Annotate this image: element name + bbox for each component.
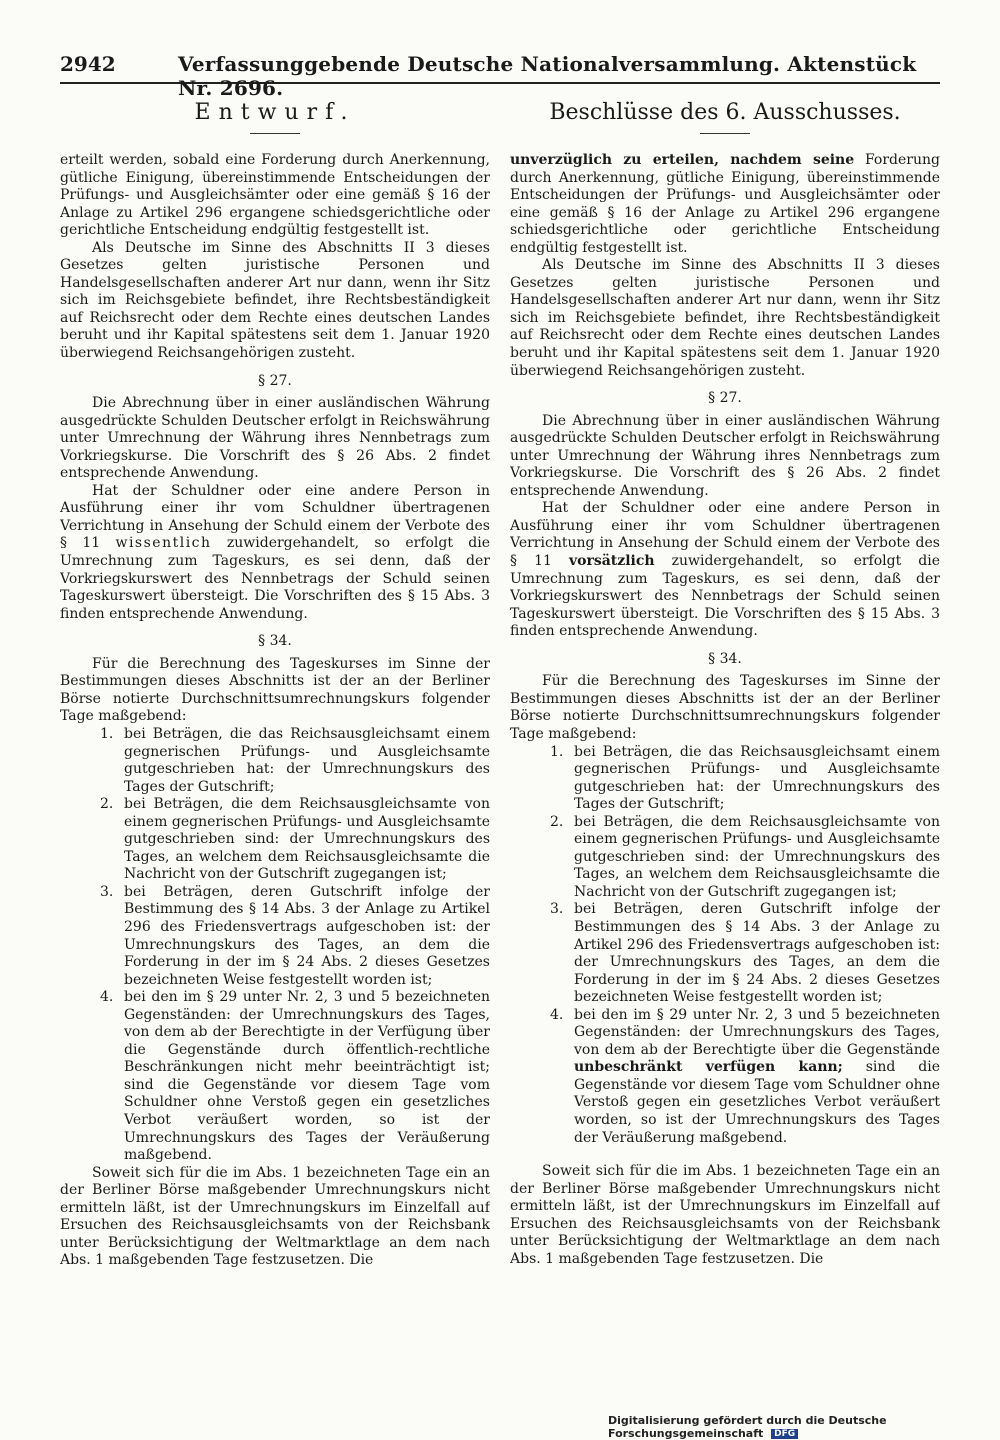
- left-heading-rule: [250, 133, 300, 134]
- list-text: bei den im § 29 unter Nr. 2, 3 und 5 bezeichneten Gegenständen: der Umrechnungskurs des Tages, von dem ab der Berechtigte über die Gegenstände: [574, 1006, 940, 1058]
- list-item: [510, 1007, 940, 1147]
- page-header: [60, 50, 940, 100]
- right-heading-rule: [700, 133, 750, 134]
- paragraph: erteilt werden, sobald eine Forderung durch Anerkennung, gütliche Einigung, übereinstimmende Entscheidungen der Prüfungs- und Ausgleichsämter oder eine gemäß § 16 der Anlage zu Artikel 296 ergangene schiedsgerichtliche oder gerichtliche Entscheidung endgültig festgestellt ist.: [60, 152, 490, 239]
- emphasis-unverzueglich: unverzüglich zu erteilen, nachdem seine: [510, 152, 855, 168]
- paragraph: Soweit sich für die im Abs. 1 bezeichneten Tage ein an der Berliner Börse maßgebender Umrechnungskurs nicht ermitteln läßt, ist der Umrechnungskurs im Einzelfall auf Ersuchen des Reichsausgleichsamts von der Reichsbank unter Berücksichtigung der Weltmarktlage an dem nach Abs. 1 maßgebenden Tage festzusetzen. Die: [510, 1163, 940, 1267]
- list-text: bei den im § 29 unter Nr. 2, 3 und 5 bezeichneten Gegenständen: der Umrechnungskurs des Tages, von dem ab der Berechtigte in der Verfügung über die Gegenstände durch öffentlich-rechtliche Beschränkungen nicht mehr beeinträchtigt ist; sind die Gegenstände vor diesem Tage vom Schuldner ohne Verstoß gegen ein gesetzliches Verbot veräußert worden, so ist der Umrechnungskurs des Tages der Veräußerung maßgebend.: [124, 989, 490, 1164]
- paragraph: [60, 483, 490, 623]
- section-heading-27: § 27.: [708, 390, 742, 407]
- text-span: Hat der Schuldner oder eine andere Person in Ausführung einer ihr vom Schuldner übertragenen Verrichtung in Ansehung der Schuld einem der Verbote des § 11: [60, 482, 490, 552]
- list-number: 4.: [100, 989, 114, 1006]
- section-heading-34: § 34.: [258, 633, 292, 650]
- emphasis-unbeschraenkt: unbeschränkt verfügen kann;: [574, 1059, 843, 1076]
- list-number: 2.: [550, 813, 564, 830]
- left-column-heading: Entwurf.: [194, 100, 356, 125]
- paragraph: Die Abrechnung über in einer ausländischen Währung ausgedrückte Schulden Deutscher erfolgt in Reichswährung unter Umrechnung der Währung ihres Nennbetrags zum Vorkriegskurse. Die Vorschrift des § 26 Abs. 2 findet entsprechende Anwendung.: [60, 395, 490, 482]
- right-column-heading: Beschlüsse des 6. Ausschusses.: [549, 100, 901, 125]
- text-span: zuwidergehandelt, so erfolgt die Umrechnung zum Tageskurs, es sei denn, daß der Vorkriegskurswert des Nennbetrags der Schuld seinen Tageskurswert übersteigt. Die Vorschriften des § 15 Abs. 3 finden entsprechende Anwendung.: [60, 535, 490, 622]
- emphasis-vorsaetzlich: vorsätzlich: [568, 553, 655, 570]
- list-item: [510, 901, 940, 1006]
- list-item: [60, 989, 490, 1164]
- list-text: bei Beträgen, die das Reichsausgleichsamt einem gegnerischen Prüfungs- und Ausgleichsamte gutgeschrieben hat: der Umrechnungskurs des Tages der Gutschrift;: [124, 725, 490, 795]
- list-item: [510, 814, 940, 902]
- numbered-list: [510, 744, 940, 1148]
- list-item: [510, 744, 940, 814]
- list-number: 2.: [100, 796, 114, 813]
- right-column: [510, 152, 940, 1342]
- left-column: [60, 152, 490, 1342]
- section-heading-34: § 34.: [708, 650, 742, 667]
- list-number: 1.: [100, 725, 114, 742]
- page-title: Verfassunggebende Deutsche Nationalversammlung. Aktenstück Nr. 2696.: [178, 52, 917, 100]
- footer-text: Digitalisierung gefördert durch die Deutsche Forschungsgemeinschaft: [608, 1414, 887, 1440]
- paragraph: Für die Berechnung des Tageskurses im Sinne der Bestimmungen dieses Abschnitts ist der an der Berliner Börse notierte Durchschnittsumrechnungskurs folgender Tage maßgebend:: [510, 673, 940, 742]
- list-item: [60, 726, 490, 796]
- digitization-footer: [608, 1414, 1000, 1440]
- list-item: [60, 884, 490, 989]
- list-number: 3.: [100, 883, 114, 900]
- section-heading-27: § 27.: [258, 372, 292, 389]
- list-text: bei Beträgen, die dem Reichsausgleichsamte von einem gegnerischen Prüfungs- und Ausgleichsamte gutgeschrieben sind: der Umrechnungskurs des Tages, an welchem dem Reichsausgleichsamte die Nachricht von der Gutschrift zugegangen ist;: [574, 813, 940, 900]
- list-text: bei Beträgen, deren Gutschrift infolge der Bestimmung des § 14 Abs. 3 der Anlage zu Artikel 296 des Friedensvertrags aufgeschoben ist: der Umrechnungskurs des Tages, an dem die Forderung in der im § 24 Abs. 2 dieses Gesetzes bezeichneten Weise festgestellt worden ist;: [124, 883, 490, 988]
- dfg-logo: DFG: [771, 1429, 798, 1439]
- list-number: 1.: [550, 743, 564, 760]
- paragraph: Für die Berechnung des Tageskurses im Sinne der Bestimmungen dieses Abschnitts ist der an der Berliner Börse notierte Durchschnittsumrechnungskurs folgender Tage maßgebend:: [60, 655, 490, 725]
- list-number: 4.: [550, 1006, 564, 1023]
- paragraph: Als Deutsche im Sinne des Abschnitts II 3 dieses Gesetzes gelten juristische Personen und Handelsgesellschaften anderer Art nur dann, wenn ihr Sitz sich im Reichsgebiete befindet, ihre Rechtsbeständigkeit auf Reichsrecht oder dem Rechte eines deutschen Landes beruht und ihr Kapital spätestens seit dem 1. Januar 1920 überwiegend Reichsangehörigen zusteht.: [510, 257, 940, 379]
- spacer: [510, 1147, 940, 1163]
- list-text: sind die Gegenstände vor diesem Tage vom Schuldner ohne Verstoß gegen ein gesetzliches Verbot veräußert worden, so ist der Umrechnungskurs des Tages der Veräußerung maßgebend.: [574, 1059, 940, 1146]
- list-item: [60, 796, 490, 884]
- emphasis-wissentlich: wissentlich: [115, 535, 212, 552]
- numbered-list: [60, 726, 490, 1165]
- list-text: bei Beträgen, die das Reichsausgleichsamt einem gegnerischen Prüfungs- und Ausgleichsamte gutgeschrieben hat: der Umrechnungskurs des Tages der Gutschrift;: [574, 743, 940, 813]
- paragraph: [510, 500, 940, 640]
- list-text: bei Beträgen, deren Gutschrift infolge der Bestimmungen des § 14 Abs. 3 der Anlage zu Artikel 296 des Friedensvertrags aufgeschoben ist: der Umrechnungskurs des Tages, an dem die Forderung in der im § 24 Abs. 2 dieses Gesetzes bezeichneten Weise festgestellt worden ist;: [574, 901, 940, 1006]
- paragraph: Die Abrechnung über in einer ausländischen Währung ausgedrückte Schulden Deutscher erfolgt in Reichswährung unter Umrechnung der Währung ihres Nennbetrags zum Vorkriegskurse. Die Vorschrift des § 26 Abs. 2 findet entsprechende Anwendung.: [510, 412, 940, 499]
- list-text: bei Beträgen, die dem Reichsausgleichsamte von einem gegnerischen Prüfungs- und Ausgleichsamte gutgeschrieben sind: der Umrechnungskurs des Tages, an welchem dem Reichsausgleichsamte die Nachricht von der Gutschrift zugegangen ist;: [124, 796, 490, 883]
- text-span: Forderung durch Anerkennung, gütliche Einigung, übereinstimmende Entscheidungen der Prüfungs- und Ausgleichsämter oder eine gemäß § 16 der Anlage zu Artikel 296 ergangene schiedsgerichtliche oder gerichtliche Entscheidung endgültig festgestellt ist.: [510, 152, 940, 256]
- paragraph: Soweit sich für die im Abs. 1 bezeichneten Tage ein an der Berliner Börse maßgebender Umrechnungskurs nicht ermitteln läßt, ist der Umrechnungskurs im Einzelfall auf Ersuchen des Reichsausgleichsamts von der Reichsbank unter Berücksichtigung der Weltmarktlage an dem nach Abs. 1 maßgebenden Tage festzusetzen. Die: [60, 1164, 490, 1269]
- list-number: 3.: [550, 901, 564, 918]
- text-span: Hat der Schuldner oder eine andere Person in Ausführung einer ihr vom Schuldner übertragenen Verrichtung in Ansehung der Schuld einem der Verbote des § 11: [510, 500, 940, 570]
- text-span: zuwidergehandelt, so erfolgt die Umrechnung zum Tageskurs, es sei denn, daß der Vorkriegskurswert des Nennbetrags der Schuld seinen Tageskurswert übersteigt. Die Vorschriften des § 15 Abs. 3 finden entsprechende Anwendung.: [510, 553, 940, 640]
- page-number: 2942: [60, 52, 116, 76]
- paragraph: Als Deutsche im Sinne des Abschnitts II 3 dieses Gesetzes gelten juristische Personen und Handelsgesellschaften anderer Art nur dann, wenn ihr Sitz sich im Reichsgebiete befindet, ihre Rechtsbeständigkeit auf Reichsrecht oder dem Rechte eines deutschen Landes beruht und ihr Kapital spätestens seit dem 1. Januar 1920 überwiegend Reichsangehörigen zusteht.: [60, 239, 490, 362]
- paragraph: [510, 152, 940, 257]
